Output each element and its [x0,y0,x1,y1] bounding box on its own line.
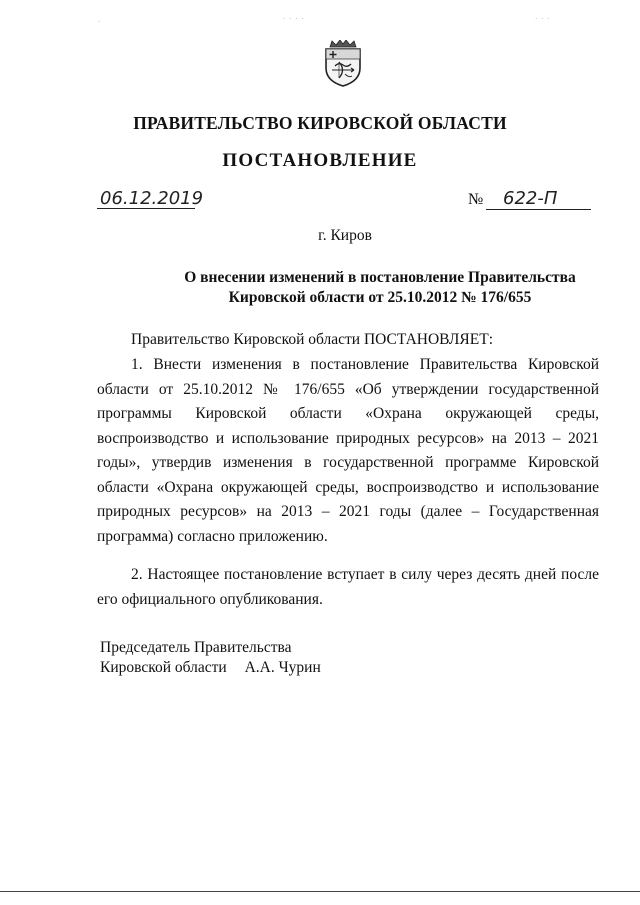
page-bottom-rule [0,891,640,892]
scan-artifact: · · · · [283,15,305,23]
kirov-oblast-coat-of-arms-icon [321,40,365,88]
document-subject [60,268,640,308]
scan-artifact: · [98,18,102,26]
body-item-2: 2. Настоящее постановление вступает в силу через десять дней после его официального опубликования. [97,566,599,608]
document-type-title: ПОСТАНОВЛЕНИЕ [222,150,418,171]
subject-line-2: Кировской области от 25.10.2012 № 176/655 [228,289,532,306]
scan-artifact: · · · [535,15,551,23]
signature-title-line-2: Кировской области [100,659,227,676]
date-underline [97,208,195,209]
number-underline [486,209,591,210]
signature-title-line-1: Председатель Правительства [100,639,292,656]
body-intro: Правительство Кировской области ПОСТАНОВЛЯЕТ: [131,331,494,348]
document-number: 622-П [503,188,558,209]
signatory-name: А.А. Чурин [244,659,321,676]
city: г. Киров [318,227,372,244]
signature-block [100,638,321,678]
body-item-1: 1. Внести изменения в постановление Правительства Кировской области от 25.10.2012 № 176/655 «Об утверждении государственной программы Кировской области «Охрана окружающей среды, воспроизводство и использование природных ресурсов» на 2013 – 2021 годы», утвердив изменения в государственной программе Кировской области «Охрана окружающей среды, воспроизводство и использование природных ресурсов» на 2013 – 2021 годы (далее – Государственная программа) согласно приложению. [97,356,599,545]
organization-title: ПРАВИТЕЛЬСТВО КИРОВСКОЙ ОБЛАСТИ [133,113,507,133]
subject-line-1: О внесении изменений в постановление Правительства [184,269,576,286]
number-label: № [468,191,484,208]
document-date: 06.12.2019 [100,188,204,209]
